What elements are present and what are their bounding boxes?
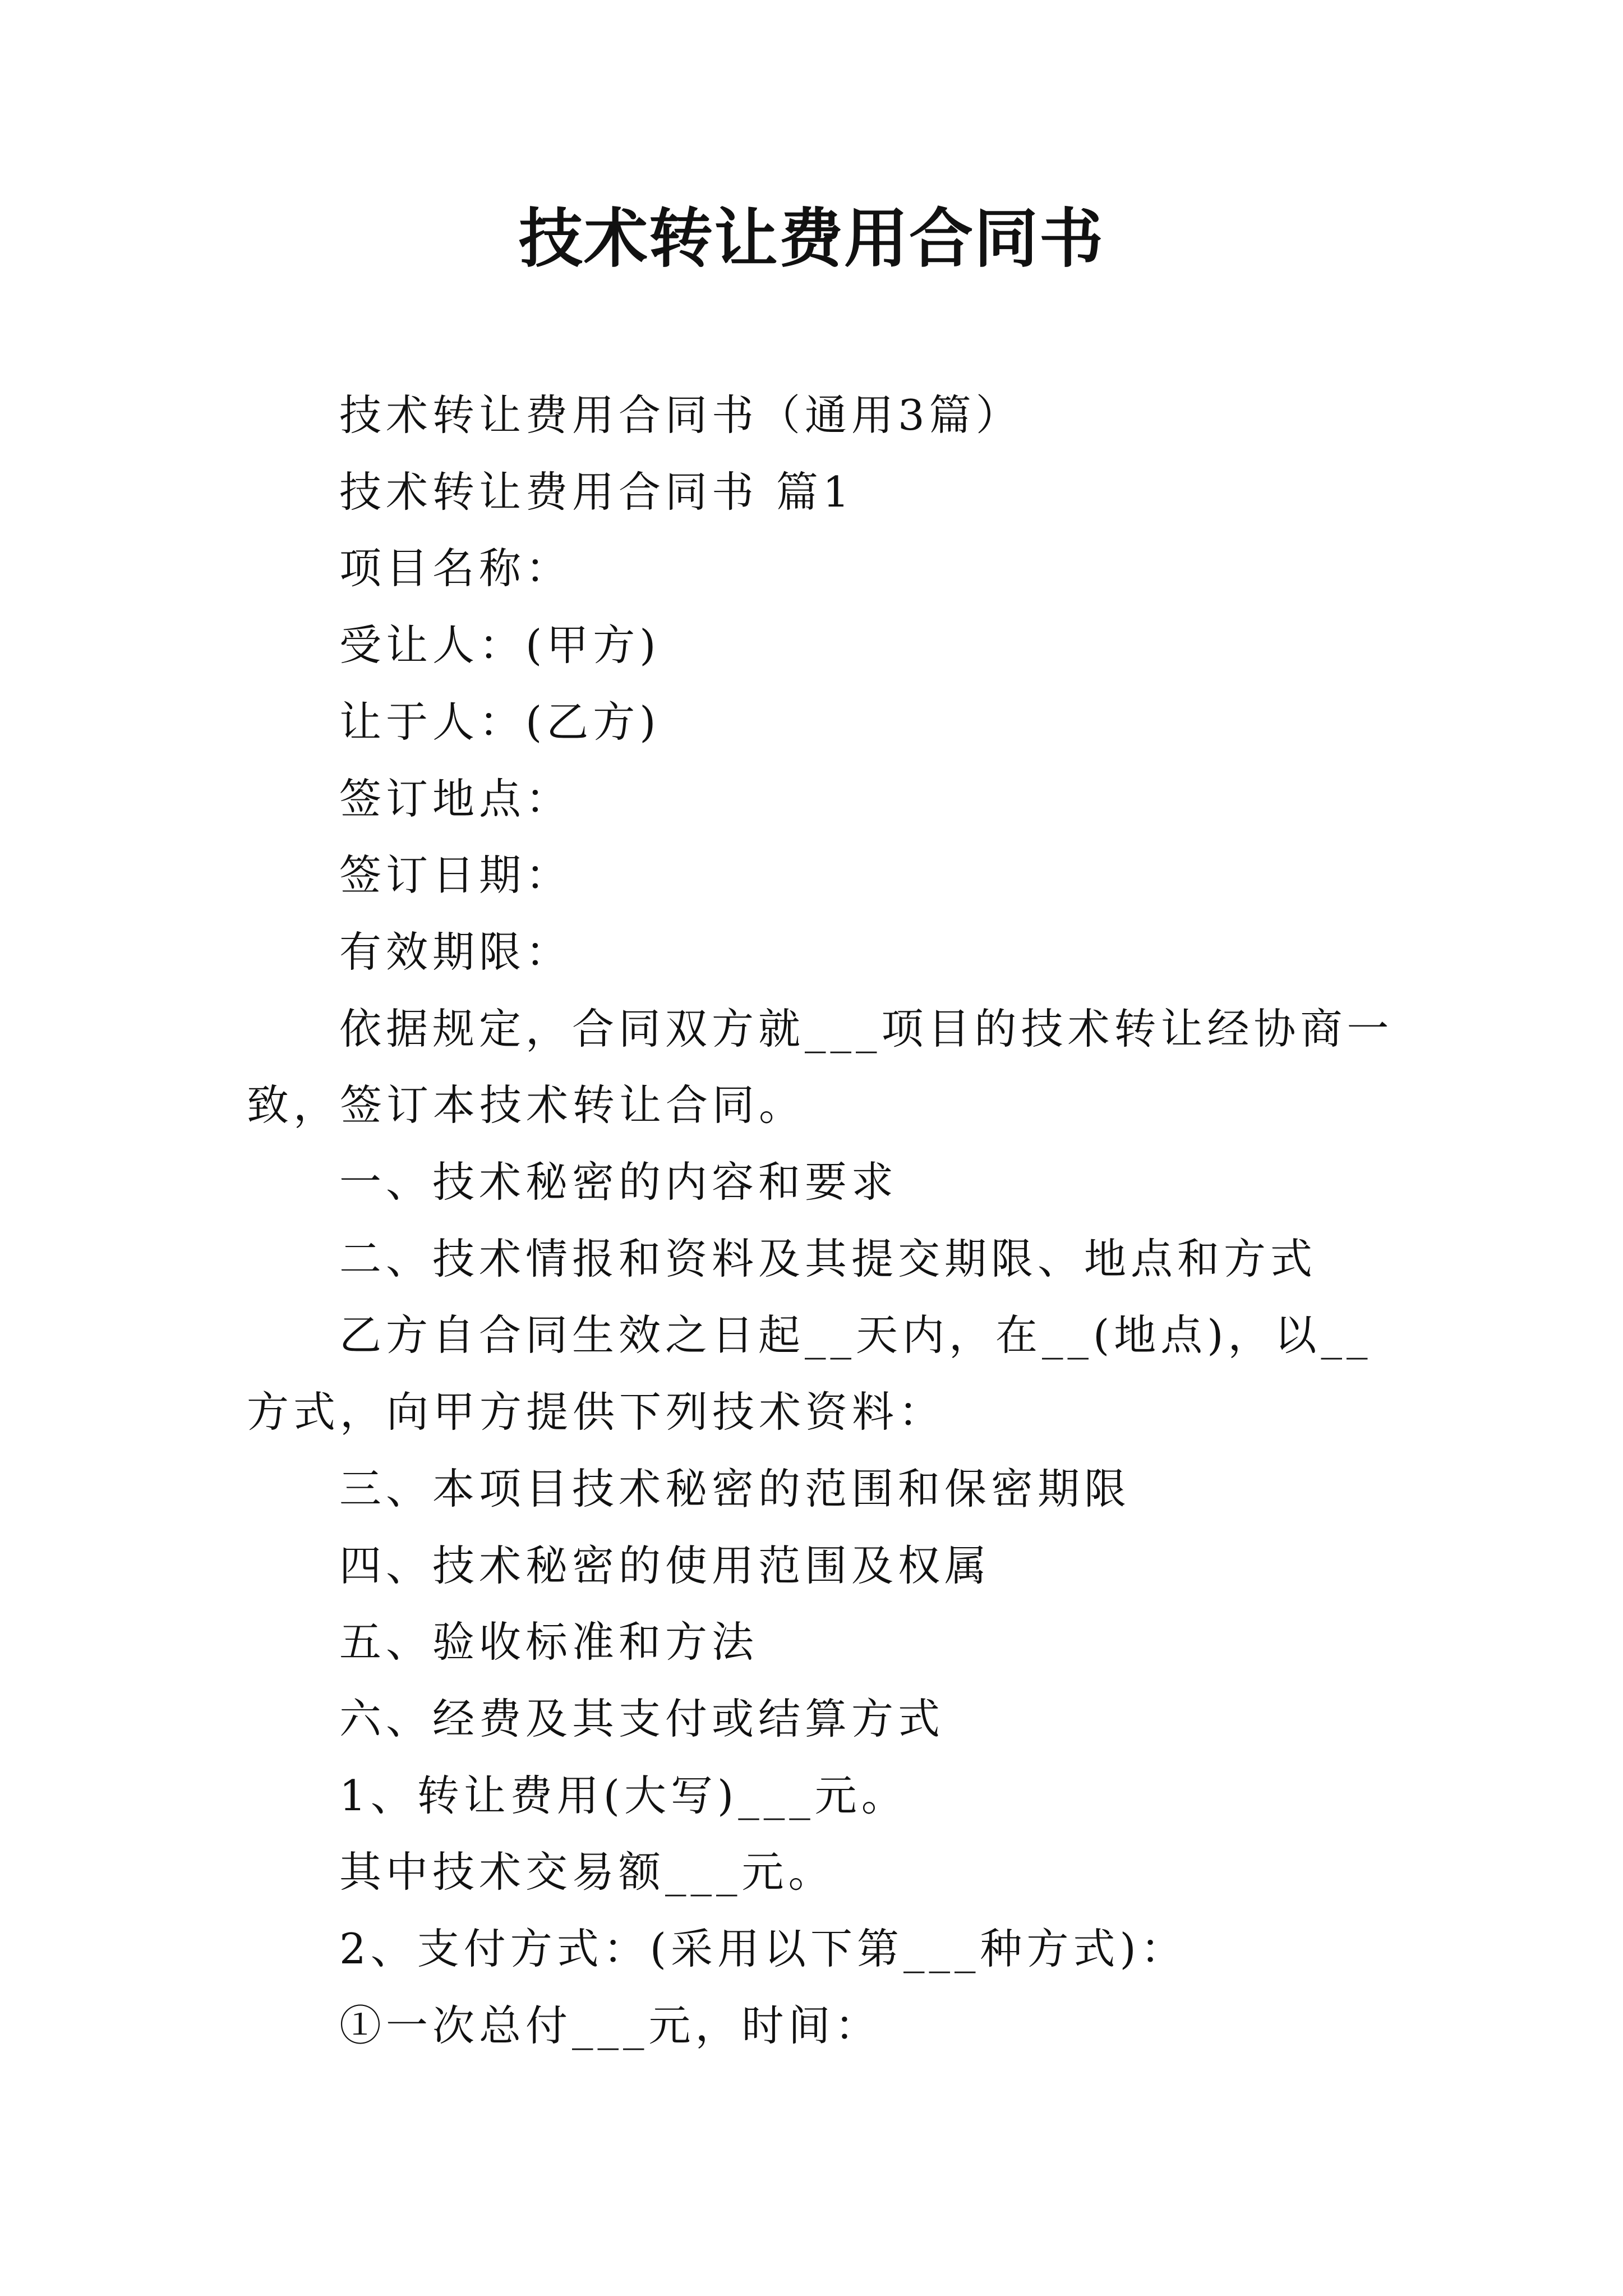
clause-6-item-1: 1、转让费用(大写)___元。 [339, 1770, 908, 1820]
clause-6-heading: 六、经费及其支付或结算方式 [339, 1694, 945, 1743]
document-body [247, 377, 1408, 2064]
paragraph-transferor: 让于人：(乙方) [339, 697, 661, 747]
clause-6-trade-amount: 其中技术交易额___元。 [339, 1847, 835, 1897]
paragraph-validity-period: 有效期限： [339, 927, 573, 977]
paragraph-project-name: 项目名称： [339, 544, 573, 593]
clause-2-body: 乙方自合同生效之日起__天内，在__(地点)，以__方式，向甲方提供下列技术资料： [247, 1310, 1372, 1437]
paragraph-preamble: 依据规定，合同双方就___项目的技术转让经协商一致，签订本技术转让合同。 [247, 1004, 1394, 1130]
clause-3-heading: 三、本项目技术秘密的范围和保密期限 [339, 1464, 1131, 1513]
clause-6-item-2: 2、支付方式：(采用以下第___种方式)： [339, 1924, 1187, 1974]
clause-6-option-1: ①一次总付___元，时间： [339, 2000, 882, 2050]
paragraph-subtitle: 技术转让费用合同书（通用3篇） [339, 390, 1022, 440]
paragraph-signing-date: 签订日期： [339, 850, 573, 900]
paragraph-signing-place: 签订地点： [339, 774, 573, 823]
paragraph-transferee: 受让人：(甲方) [339, 620, 661, 670]
clause-5-heading: 五、验收标准和方法 [339, 1617, 759, 1667]
paragraph-section-heading: 技术转让费用合同书 篇1 [339, 467, 854, 517]
clause-1-heading: 一、技术秘密的内容和要求 [339, 1157, 898, 1207]
clause-2-heading: 二、技术情报和资料及其提交期限、地点和方式 [339, 1234, 1317, 1283]
clause-4-heading: 四、技术秘密的使用范围及权属 [339, 1540, 992, 1590]
document-title: 技术转让费用合同书 [518, 201, 1104, 276]
